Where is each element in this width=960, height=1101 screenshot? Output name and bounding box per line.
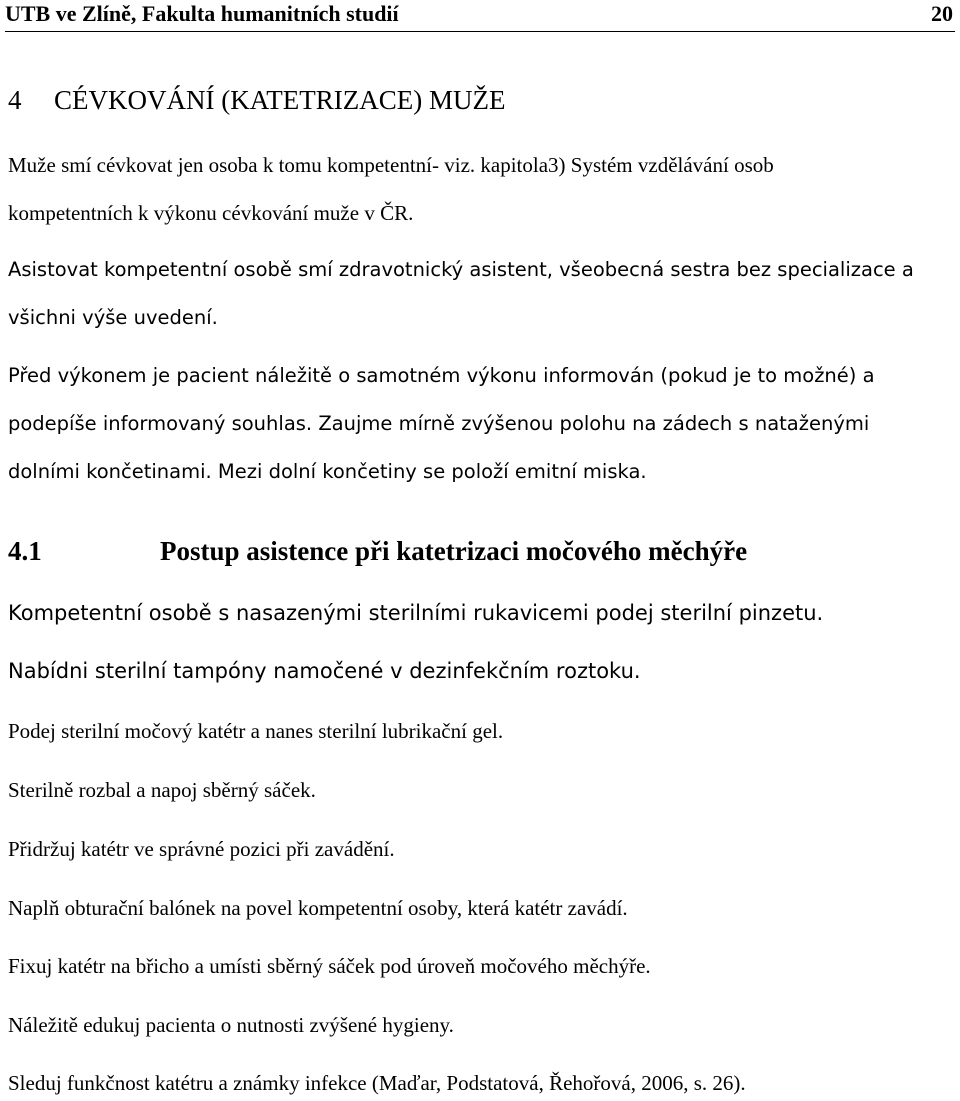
paragraph-3 xyxy=(8,352,954,496)
step-item: Nabídni sterilní tampóny namočené v dezinfekčním roztoku. xyxy=(8,659,641,683)
step-item: Kompetentní osobě s nasazenými sterilními rukavicemi podej sterilní pinzetu. xyxy=(8,601,824,625)
paragraph-line: kompetentních k výkonu cévkování muže v ČR. xyxy=(8,201,414,225)
paragraph-line: všichni výše uvedení. xyxy=(8,306,218,329)
step-item: Přidržuj katétr ve správné pozici při zavádění. xyxy=(8,837,395,861)
header-page-number: 20 xyxy=(931,1,953,26)
chapter-title: CÉVKOVÁNÍ (KATETRIZACE) MUŽE xyxy=(54,85,506,115)
step-item: Náležitě edukuj pacienta o nutnosti zvýšené hygieny. xyxy=(8,1013,454,1037)
header-institution: UTB ve Zlíně, Fakulta humanitních studií xyxy=(5,1,399,26)
paragraph-2 xyxy=(8,246,954,342)
paragraph-line: Před výkonem je pacient náležitě o samotném výkonu informován (pokud je to možné) a xyxy=(8,364,875,387)
step-item: Naplň obturační balónek na povel kompetentní osoby, která katétr zavádí. xyxy=(8,896,628,920)
paragraph-1 xyxy=(8,141,954,237)
chapter-heading xyxy=(8,82,505,118)
running-header xyxy=(5,0,955,28)
paragraph-line: Asistovat kompetentní osobě smí zdravotnický asistent, všeobecná sestra bez specializace a xyxy=(8,258,914,281)
step-item: Fixuj katétr na břicho a umísti sběrný sáček pod úroveň močového měchýře. xyxy=(8,954,651,978)
section-title: Postup asistence při katetrizaci močového měchýře xyxy=(160,536,748,566)
step-item: Podej sterilní močový katétr a nanes sterilní lubrikační gel. xyxy=(8,719,504,743)
header-divider xyxy=(5,31,955,32)
section-heading xyxy=(8,533,747,569)
section-number: 4.1 xyxy=(8,536,42,566)
paragraph-line: Muže smí cévkovat jen osoba k tomu kompetentní- viz. kapitola3) Systém vzdělávání osob xyxy=(8,153,774,177)
paragraph-line: dolními končetinami. Mezi dolní končetiny se položí emitní miska. xyxy=(8,460,647,483)
step-item: Sterilně rozbal a napoj sběrný sáček. xyxy=(8,778,316,802)
step-item: Sleduj funkčnost katétru a známky infekce (Maďar, Podstatová, Řehořová, 2006, s. 26). xyxy=(8,1071,746,1095)
chapter-number: 4 xyxy=(8,85,22,115)
paragraph-line: podepíše informovaný souhlas. Zaujme mírně zvýšenou polohu na zádech s nataženými xyxy=(8,412,870,435)
